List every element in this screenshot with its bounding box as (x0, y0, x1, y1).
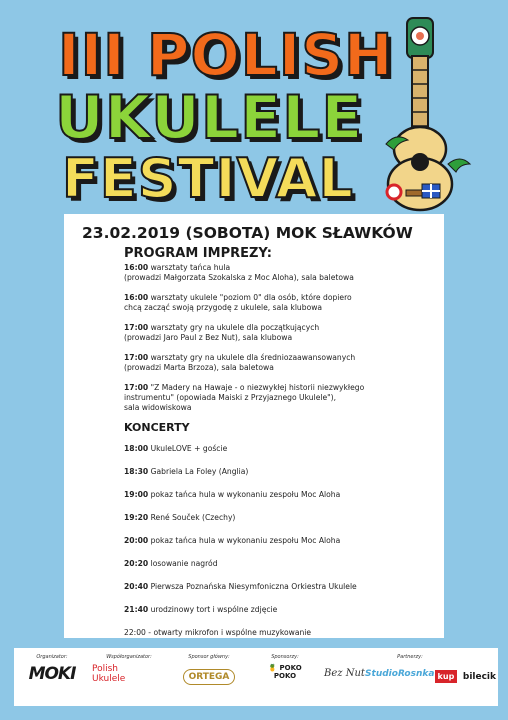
sponsors-label: Sponsorzy: (271, 654, 299, 660)
studio-logo: StudioRosnka (365, 668, 435, 679)
ortega-logo-wrap (170, 664, 248, 683)
concert-item (124, 605, 436, 615)
program-text-line2: (prowadzi Małgorzata Szokalska z Moc Aloha), sala baletowa (124, 273, 354, 282)
sponsors-footer (14, 648, 498, 706)
concert-text: pokaz tańca hula w wykonaniu zespołu Moc Aloha (148, 490, 341, 499)
program-time: 16:00 (124, 263, 149, 272)
program-text-line2: instrumentu" (opowiada Maiski z Przyjaznego Ukulele"), (124, 393, 337, 402)
program-text-line2: (prowadzi Jaro Paul z Bez Nut), sala klubowa (124, 333, 293, 342)
mok-logo-text: MOK (28, 664, 71, 684)
polish-ukulele-logo (92, 664, 166, 684)
poko-poko-logo (252, 664, 318, 680)
mok-logo-suffix: I (70, 664, 76, 684)
concert-item (124, 444, 436, 454)
concert-item (124, 490, 436, 500)
program-item (124, 293, 436, 313)
program-time: 16:00 (124, 293, 149, 302)
program-item (124, 263, 436, 283)
concert-text: losowanie nagród (148, 559, 218, 568)
program-item (124, 383, 436, 413)
poko-line1: POKO (279, 664, 302, 672)
concert-text: pokaz tańca hula w wykonaniu zespołu Moc Aloha (148, 536, 341, 545)
kup-label: kup (435, 670, 458, 683)
main-sponsor-label: Sponsor główny: (188, 654, 230, 660)
title-line-3: FESTIVAL (62, 147, 354, 210)
concert-time: 21:40 (124, 605, 149, 614)
concert-text: urodzinowy tort i wspólne zdjęcie (148, 605, 278, 614)
concert-time: 20:40 (124, 582, 149, 591)
concert-item (124, 559, 436, 569)
coorganizer-label: Współorganizator: (106, 654, 152, 660)
concert-time: 19:20 (124, 513, 149, 522)
main-sponsor-group (170, 654, 248, 683)
bez-nut-logo: Bez Nut (324, 668, 365, 679)
organizer-label: Organizator: (36, 654, 68, 660)
event-date-venue: 23.02.2019 (SOBOTA) MOK SŁAWKÓW (82, 224, 413, 242)
concert-text: Pierwsza Poznańska Niesymfoniczna Orkiestra Ukulele (148, 582, 357, 591)
concert-item (124, 536, 436, 546)
concert-item (124, 513, 436, 523)
ortega-logo: ORTEGA (183, 669, 236, 685)
concert-item (124, 467, 436, 477)
kup-bilecik-logo (435, 664, 496, 683)
program-item (124, 353, 436, 373)
concert-time: 20:00 (124, 536, 149, 545)
coorganizer-group (92, 654, 166, 684)
polish-ukulele-line2: Ukulele (92, 674, 126, 684)
concert-time: 19:00 (124, 490, 149, 499)
program-text: warsztaty ukulele "poziom 0" dla osób, które dopiero (148, 293, 352, 302)
concert-text: Gabriela La Foley (Anglia) (148, 467, 249, 476)
program-heading: PROGRAM IMPREZY: (124, 246, 272, 261)
polish-ukulele-line1: Polish (92, 664, 119, 674)
program-time: 17:00 (124, 353, 149, 362)
title-line-1: III POLISH (58, 21, 394, 89)
program-text-line2: (prowadzi Marta Brzoza), sala baletowa (124, 363, 274, 372)
program-time: 17:00 (124, 383, 149, 392)
program-text: "Z Madery na Hawaje - o niezwykłej historii niezwykłego (148, 383, 365, 392)
mok-logo (20, 664, 84, 684)
concerts-heading: KONCERTY (124, 421, 190, 434)
concert-time: 20:20 (124, 559, 149, 568)
concert-time: 18:00 (124, 444, 149, 453)
program-text-line2: chcą zacząć swoją przygodę z ukulele, sala klubowa (124, 303, 323, 312)
concert-item (124, 582, 436, 592)
program-text: warsztaty tańca hula (148, 263, 231, 272)
partner-logos (322, 664, 498, 683)
concert-time: 18:30 (124, 467, 149, 476)
concert-text: René Souček (Czechy) (148, 513, 236, 522)
program-text: warsztaty gry na ukulele dla średniozaawansowanych (148, 353, 356, 362)
pineapple-icon: 🍍 (268, 664, 278, 672)
ukulele-illustration (372, 14, 472, 214)
partners-group (322, 654, 498, 683)
sponsors-group (252, 654, 318, 680)
program-text-line3: sala widowiskowa (124, 403, 192, 412)
poko-line2: POKO (273, 672, 297, 680)
bilecik-label: bilecik (462, 672, 496, 682)
program-item (124, 323, 436, 343)
organizer-group (20, 654, 84, 684)
program-time: 17:00 (124, 323, 149, 332)
program-text: warsztaty gry na ukulele dla początkujących (148, 323, 320, 332)
concert-text: UkuleLOVE + goście (148, 444, 228, 453)
title-line-2: UKULELE (55, 83, 364, 153)
final-item: 22:00 - otwarty mikrofon i wspólne muzykowanie (124, 628, 312, 637)
partners-label: Partnerzy: (397, 654, 423, 660)
program-content (124, 263, 436, 638)
